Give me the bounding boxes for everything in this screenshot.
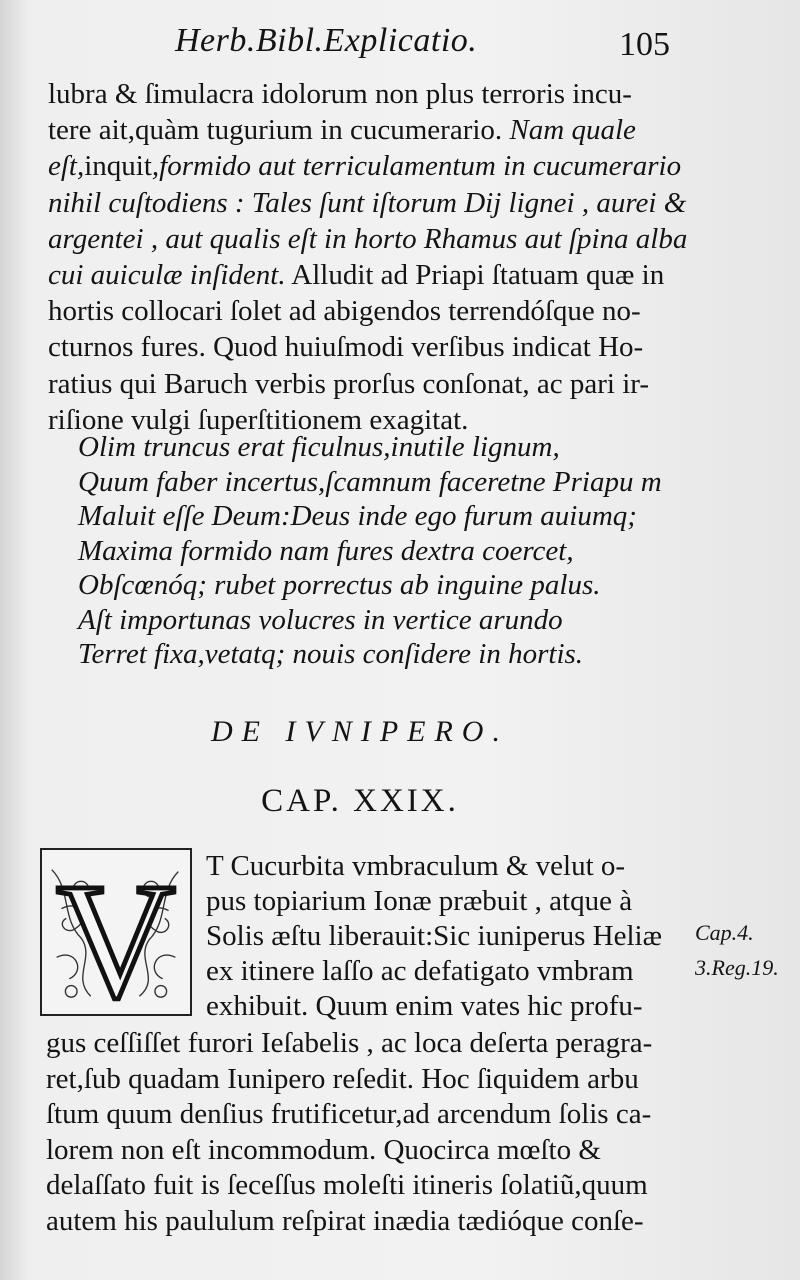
roman-text: lubra & ſimulacra idolorum non plus terroris incu- xyxy=(48,78,632,110)
italic-text: eſt, xyxy=(48,150,85,183)
italic-text: Nam quale xyxy=(509,114,636,147)
italic-text: ,formido aut terriculamentum in cucumerario xyxy=(151,150,682,183)
text-line: ret,ſub quadam Iunipero reſedit. Hoc ſiquidem arbu xyxy=(46,1062,639,1095)
text-line: Maxima formido nam fures dextra coercet, xyxy=(78,534,574,567)
roman-text: Alludit ad Priapi ſtatuam quæ in xyxy=(285,259,665,291)
text-line: gus ceſſiſſet furori Ieſabelis , ac loca deſerta peragra- xyxy=(46,1027,653,1059)
text-line: T Cucurbita vmbraculum & velut o- xyxy=(206,850,626,882)
margin-reference: Cap.4. xyxy=(695,920,754,945)
roman-text: riſione vulgi ſuperſtitionem exagitat. xyxy=(48,403,469,436)
page-header xyxy=(0,16,800,66)
text-line: pus topiarium Ionæ præbuit , atque à xyxy=(206,885,633,917)
text-line: Quum faber incertus,ſcamnum faceretne Priapu m xyxy=(78,465,662,498)
text-line: Maluit eſſe Deum:Deus inde ego furum auiumq; xyxy=(78,500,637,532)
text-line xyxy=(48,148,681,184)
ornament-initial-icon xyxy=(42,850,190,1014)
chapter-title: DE IVNIPERO. xyxy=(211,715,509,748)
initial-letter: V xyxy=(56,850,176,1014)
text-line: ſtum quum denſius frutificetur,ad arcendum ſolis ca- xyxy=(46,1098,652,1130)
decorated-initial-letter xyxy=(40,848,192,1016)
text-line xyxy=(48,112,636,148)
italic-text: cui auiculæ inſident. xyxy=(48,259,286,291)
text-line: autem his paululum reſpirat inædia tædióque conſe- xyxy=(46,1204,644,1237)
page-number: 105 xyxy=(619,26,670,63)
text-line: delaſſato fuit is ſeceſſus moleſti itineris ſolatiũ,quum xyxy=(46,1169,648,1201)
running-head: Herb.Bibl.Explicatio. xyxy=(175,22,478,59)
text-line xyxy=(48,221,687,257)
text-line: Aſt importunas volucres in vertice arundo xyxy=(78,603,563,636)
text-line: Solis æſtu liberauit:Sic iuniperus Heliæ xyxy=(206,920,662,952)
margin-reference: 3.Reg.19. xyxy=(695,955,779,980)
text-line xyxy=(48,76,632,112)
text-line: exhibuit. Quum enim vates hic profu- xyxy=(206,990,643,1022)
roman-text: cturnos fures. Quod huiuſmodi verſibus indicat Ho- xyxy=(48,331,644,364)
text-line xyxy=(48,366,649,402)
roman-text: inquit xyxy=(84,150,152,183)
italic-text: argentei , aut qualis eſt in horto Rhamus aut ſpina alba xyxy=(48,222,688,255)
text-line xyxy=(48,329,643,365)
text-line: Obſcœnóq; rubet porrectus ab inguine palus. xyxy=(78,569,601,601)
chapter-number: CAP. XXIX. xyxy=(261,783,459,819)
roman-text: ratius qui Baruch verbis prorſus conſonat, ac pari ir- xyxy=(48,367,649,400)
text-line: ex itinere laſſo ac defatigato vmbram xyxy=(206,955,634,987)
text-line: Terret fixa,vetatq; nouis conſidere in hortis. xyxy=(78,638,584,670)
text-line xyxy=(48,293,641,329)
italic-text: nihil cuſtodiens : Tales ſunt iſtorum Dij lignei , aurei & xyxy=(48,186,687,219)
text-line: lorem non eſt incommodum. Quocirca mœſto & xyxy=(46,1133,601,1166)
text-line xyxy=(48,257,664,293)
text-line: Olim truncus erat ficulnus,inutile lignum, xyxy=(78,431,560,463)
roman-text: hortis collocari ſolet ad abigendos terrendóſque no- xyxy=(48,295,641,328)
roman-text: tere ait,quàm tugurium in cucumerario. xyxy=(48,114,510,147)
text-line xyxy=(48,185,686,221)
